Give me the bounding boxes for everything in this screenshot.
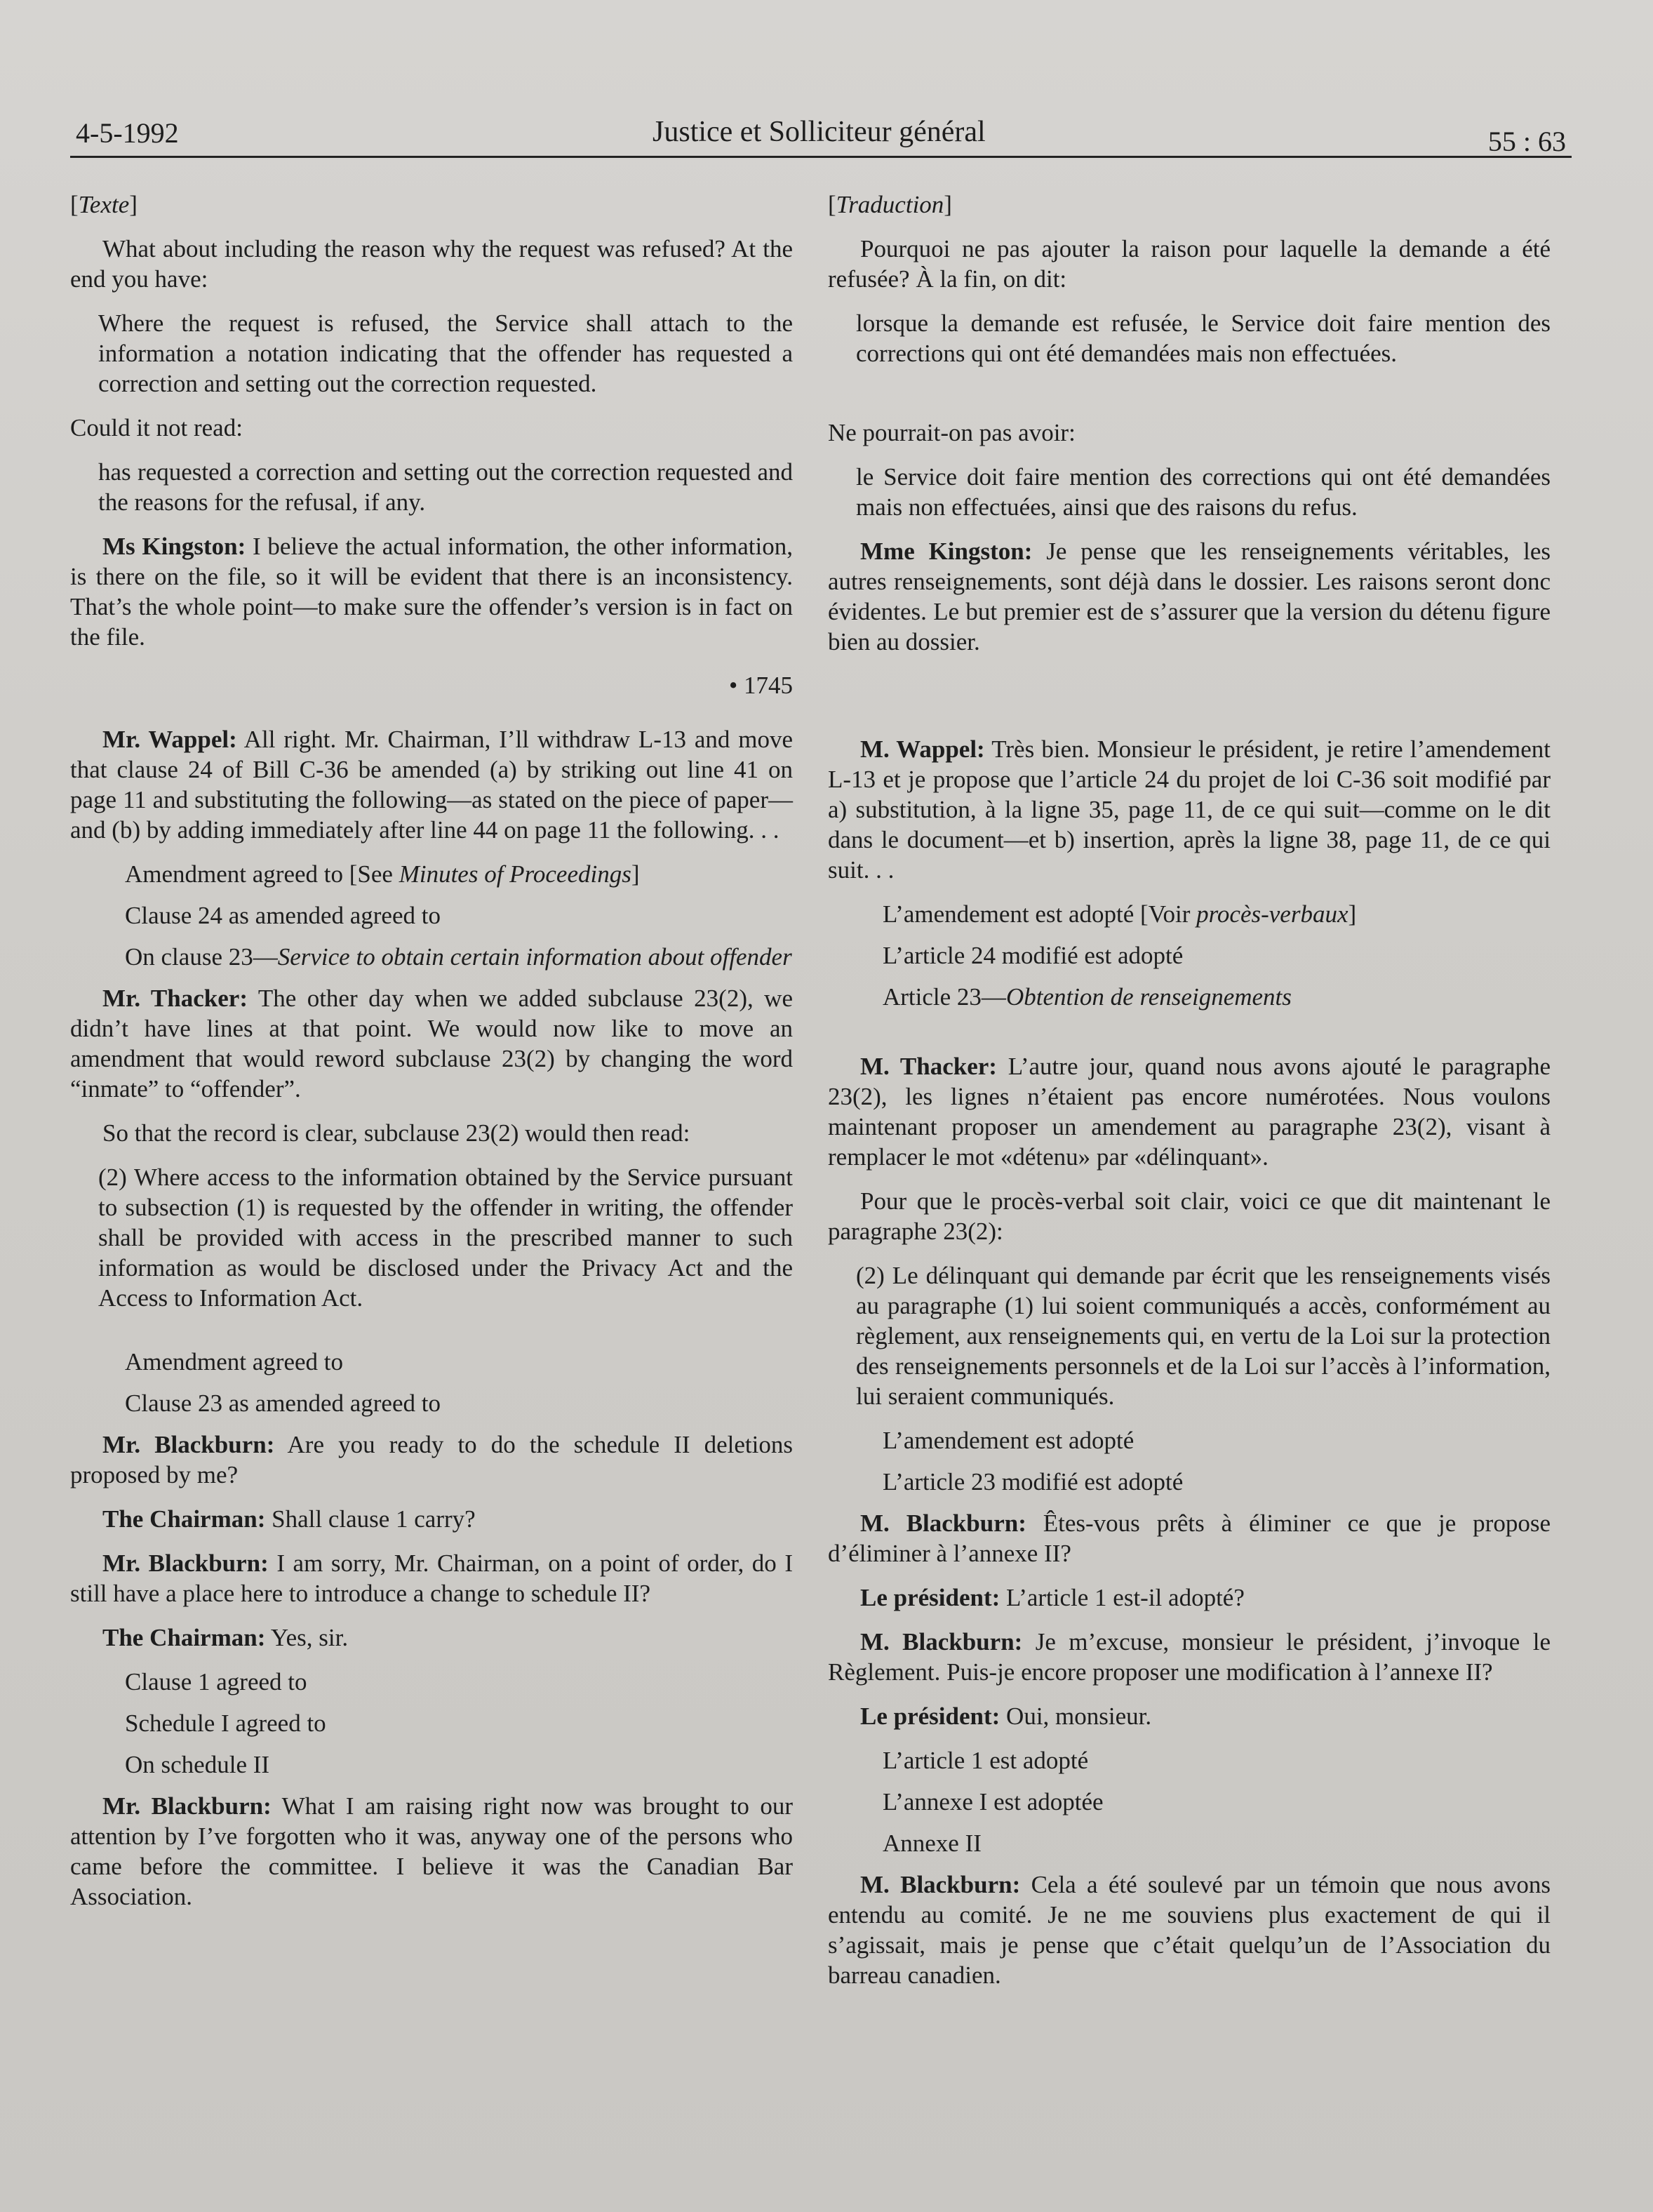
speaker-name: Mr. Blackburn: [102,1550,269,1577]
speaker-name: M. Wappel: [860,735,985,763]
speech: Le président: Oui, monsieur. [860,1703,1152,1730]
speaker-name: Mr. Wappel: [102,726,237,753]
quoted-text: Where the request is refused, the Service shall attach to the information a notation indicating that the offender has requested a correction and setting out the correction requested. [98,309,793,397]
page-header [70,112,1572,158]
speech: Ms Kingston: I believe the actual information, the other information, is there on the file, so it will be evident that there is an inconsistency. That’s the whole point—to make sure the offender’s version is in fact on the file. [70,533,793,651]
speech: Mr. Blackburn: I am sorry, Mr. Chairman, on a point of order, do I still have a place here to introduce a change to schedule II? [70,1550,794,1607]
header-date: 4-5-1992 [76,117,179,149]
proceeding-item: L’amendement est adopté [883,1427,1135,1454]
speaker-name: Le président: [860,1584,1001,1611]
section-tag: [Texte] [70,191,138,218]
proceeding-item: L’article 24 modifié est adopté [883,942,1184,969]
speech: Mr. Thacker: The other day when we added subclause 23(2), we didn’t have lines at that point. We would now like to move an amendment that would reword subclause 23(2) by changing the word “inmate” to “offender”. [70,985,793,1102]
quoted-text: le Service doit faire mention des corrections qui ont été demandées mais non effectuées, ainsi que des raisons du refus. [856,463,1551,521]
speaker-name: Mr. Thacker: [102,985,248,1012]
proceeding-item: L’article 1 est adopté [883,1747,1089,1774]
speaker-name: The Chairman: [102,1505,266,1533]
speech: Mme Kingston: Je pense que les renseignements véritables, les autres renseignements, sont déjà dans le dossier. Les raisons seront donc évidentes. Le but premier est de s’assurer que la version du détenu figure bien au dossier. [828,538,1551,655]
section-tag: [Traduction] [828,191,952,218]
speech: Le président: L’article 1 est-il adopté? [860,1584,1245,1611]
speaker-name: Le président: [860,1703,1001,1730]
time-marker: • 1745 [728,672,793,699]
speaker-name: M. Blackburn: [860,1510,1026,1537]
speaker-name: M. Blackburn: [860,1628,1023,1655]
speaker-name: Mme Kingston: [860,538,1033,565]
proceeding-item: Clause 24 as amended agreed to [125,902,441,929]
paragraph: Pourquoi ne pas ajouter la raison pour laquelle la demande a été refusée? À la fin, on dit: [828,235,1551,293]
speech: M. Blackburn: Je m’excuse, monsieur le président, j’invoque le Règlement. Puis-je encore proposer une modification à l’annexe II? [828,1628,1551,1686]
speech: The Chairman: Yes, sir. [102,1624,349,1651]
speech: Mr. Wappel: All right. Mr. Chairman, I’ll withdraw L-13 and move that clause 24 of Bill C-36 be amended (a) by striking out line 41 on page 11 and substituting the following—as stated on the piece of paper—and (b) by adding immediately after line 44 on page 11 the following. . . [70,726,793,844]
speaker-name: M. Blackburn: [860,1871,1021,1898]
speech: M. Blackburn: Êtes-vous prêts à éliminer ce que je propose d’éliminer à l’annexe II? [828,1510,1551,1567]
quoted-text: (2) Le délinquant qui demande par écrit que les renseignements visés au paragraphe (1) lui soient communiqués a accès, conformément au règlement, aux renseignements qui, en vertu de la Loi sur la protection des renseignements personnels et de la Loi sur l’accès à l’information, lui seraient communiqués. [856,1262,1551,1410]
header-title: Justice et Solliciteur général [652,116,986,148]
speech: The Chairman: Shall clause 1 carry? [102,1505,476,1533]
proceeding-item: On clause 23—Service to obtain certain information about offender [125,943,792,971]
proceeding-item: On schedule II [125,1751,270,1778]
french-column [828,189,1551,2004]
speaker-name: Mr. Blackburn: [102,1792,272,1820]
speech: M. Thacker: L’autre jour, quand nous avons ajouté le paragraphe 23(2), les lignes n’étaient pas encore numérotées. Nous voulons maintenant proposer un amendement au paragraphe 23(2), visant à remplacer le mot «détenu» par «délinquant». [828,1053,1551,1171]
speech: Mr. Blackburn: Are you ready to do the schedule II deletions proposed by me? [70,1431,793,1488]
proceeding-item: L’amendement est adopté [Voir procès-verbaux] [883,900,1357,928]
paragraph: Ne pourrait-on pas avoir: [828,419,1076,446]
quoted-text: lorsque la demande est refusée, le Service doit faire mention des corrections qui ont été demandées mais non effectuées. [856,309,1551,367]
proceeding-item: Amendment agreed to [125,1348,344,1375]
proceeding-item: Article 23—Obtention de renseignements [883,983,1292,1011]
paragraph: What about including the reason why the request was refused? At the end you have: [70,235,793,293]
speech: M. Wappel: Très bien. Monsieur le président, je retire l’amendement L-13 et je propose que l’article 24 du projet de loi C-36 soit modifié par a) substitution, à la ligne 35, page 11, de ce qui suit—comme on le dit dans le document—et b) insertion, après la ligne 38, page 11, de ce qui suit. . . [828,735,1551,884]
proceeding-item: Amendment agreed to [See Minutes of Proceedings] [125,860,640,888]
speaker-name: The Chairman: [102,1624,266,1651]
quoted-text: (2) Where access to the information obtained by the Service pursuant to subsection (1) is requested by the offender in writing, the offender shall be provided with access in the prescribed manner to such information as would be disclosed under the Privacy Act and the Access to Information Act. [98,1164,793,1312]
speaker-name: Ms Kingston: [102,533,246,560]
proceeding-item: L’article 23 modifié est adopté [883,1468,1184,1495]
speaker-name: M. Thacker: [860,1053,997,1080]
proceeding-item: Clause 23 as amended agreed to [125,1390,441,1417]
proceeding-item: Annexe II [883,1830,982,1857]
speech: Mr. Blackburn: What I am raising right now was brought to our attention by I’ve forgotten who it was, anyway one of the persons who came before the committee. I believe it was the Canadian Bar Association. [70,1792,793,1910]
quoted-text: has requested a correction and setting out the correction requested and the reasons for the refusal, if any. [98,458,793,516]
proceeding-item: Schedule I agreed to [125,1710,326,1737]
proceeding-item: L’annexe I est adoptée [883,1788,1104,1815]
speech: M. Blackburn: Cela a été soulevé par un témoin que nous avons entendu au comité. Je ne me souviens plus exactement de qui il s’agissait, mais je pense que c’était quelqu’un de l’Association du barreau canadien. [828,1871,1551,1989]
paragraph: Could it not read: [70,414,243,441]
speaker-name: Mr. Blackburn: [102,1431,275,1458]
proceeding-item: Clause 1 agreed to [125,1668,307,1695]
header-page-number: 55 : 63 [1487,126,1566,157]
paragraph: Pour que le procès-verbal soit clair, voici ce que dit maintenant le paragraphe 23(2): [828,1187,1551,1245]
english-column [70,189,793,1926]
paragraph: So that the record is clear, subclause 23(2) would then read: [102,1119,690,1147]
